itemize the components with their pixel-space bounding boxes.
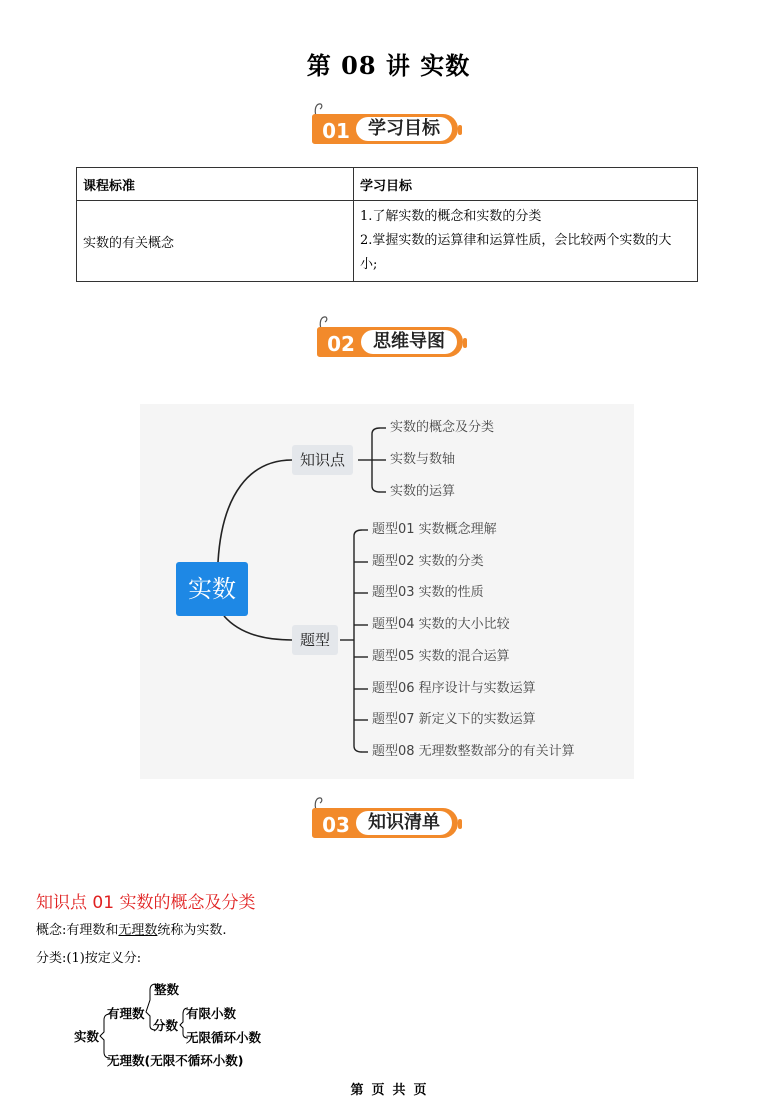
- leaf-item: 题型01 实数概念理解: [372, 522, 497, 537]
- section-label: 知识清单: [356, 811, 452, 835]
- tree-integer: 整数: [154, 982, 180, 997]
- goal-line: 小;: [360, 257, 378, 272]
- leaf-item: 题型03 实数的性质: [372, 585, 484, 600]
- footer-page-prefix: 第: [350, 1083, 364, 1098]
- section-dot: [463, 338, 467, 348]
- section-badge-mindmap: [317, 315, 467, 359]
- leaf-item: 题型06 程序设计与实数运算: [372, 681, 536, 696]
- leaf-item: 题型07 新定义下的实数运算: [372, 712, 536, 727]
- footer-page-suffix: 页: [371, 1083, 385, 1098]
- section-label: 学习目标: [356, 117, 452, 141]
- knowledge-point-title: 知识点 01 实数的概念及分类: [36, 893, 256, 913]
- tree-fraction: 分数: [153, 1018, 179, 1033]
- tree-repeating-decimal: 无限循环小数: [186, 1030, 262, 1045]
- concept-suffix: 统称为实数.: [157, 923, 227, 938]
- section-dot: [458, 819, 462, 829]
- section-badge-knowledge: [312, 796, 462, 840]
- section-number: 03: [322, 813, 350, 837]
- branch-question-types: 题型: [292, 625, 338, 655]
- header-standard: 课程标准: [77, 168, 354, 201]
- footer-total-suffix: 页: [413, 1083, 427, 1098]
- mind-map: [140, 404, 634, 779]
- table-header-row: [77, 168, 698, 201]
- leaf-item: 实数与数轴: [390, 452, 456, 467]
- goal-line: 2.掌握实数的运算律和运算性质，会比较两个实数的大: [360, 233, 672, 248]
- page-footer: [0, 1079, 777, 1098]
- section-number: 02: [327, 332, 355, 356]
- footer-total-prefix: 共: [392, 1083, 406, 1098]
- leaf-item: 实数的概念及分类: [390, 420, 495, 435]
- section-badge-goals: [312, 102, 462, 146]
- table-row: [77, 201, 698, 282]
- leaf-item: 题型02 实数的分类: [372, 554, 484, 569]
- cell-standard: 实数的有关概念: [77, 201, 354, 282]
- section-dot: [458, 125, 462, 135]
- leaf-item: 实数的运算: [390, 484, 456, 499]
- leaf-item: 题型04 实数的大小比较: [372, 617, 510, 632]
- concept-text: [36, 922, 227, 940]
- section-label: 思维导图: [361, 330, 457, 354]
- classify-label: 分类:(1)按定义分:: [36, 951, 142, 966]
- section-number: 01: [322, 119, 350, 143]
- concept-underlined: 无理数: [118, 923, 158, 938]
- cell-goals: [354, 201, 698, 282]
- goal-line: 1.了解实数的概念和实数的分类: [360, 209, 542, 224]
- header-goals: 学习目标: [354, 168, 698, 201]
- branch-knowledge: 知识点: [292, 445, 353, 475]
- concept-prefix: 概念:有理数和: [36, 923, 119, 938]
- tree-root: 实数: [74, 1029, 100, 1044]
- leaf-item: 题型08 无理数整数部分的有关计算: [372, 744, 575, 759]
- leaf-item: 题型05 实数的混合运算: [372, 649, 510, 664]
- mind-map-root: 实数: [176, 562, 248, 616]
- tree-rational: 有理数: [107, 1006, 145, 1021]
- goals-table: [76, 167, 698, 282]
- page-title: 第 08 讲 实数: [306, 51, 471, 80]
- tree-finite-decimal: 有限小数: [186, 1006, 237, 1021]
- tree-irrational: 无理数(无限不循环小数): [107, 1053, 244, 1068]
